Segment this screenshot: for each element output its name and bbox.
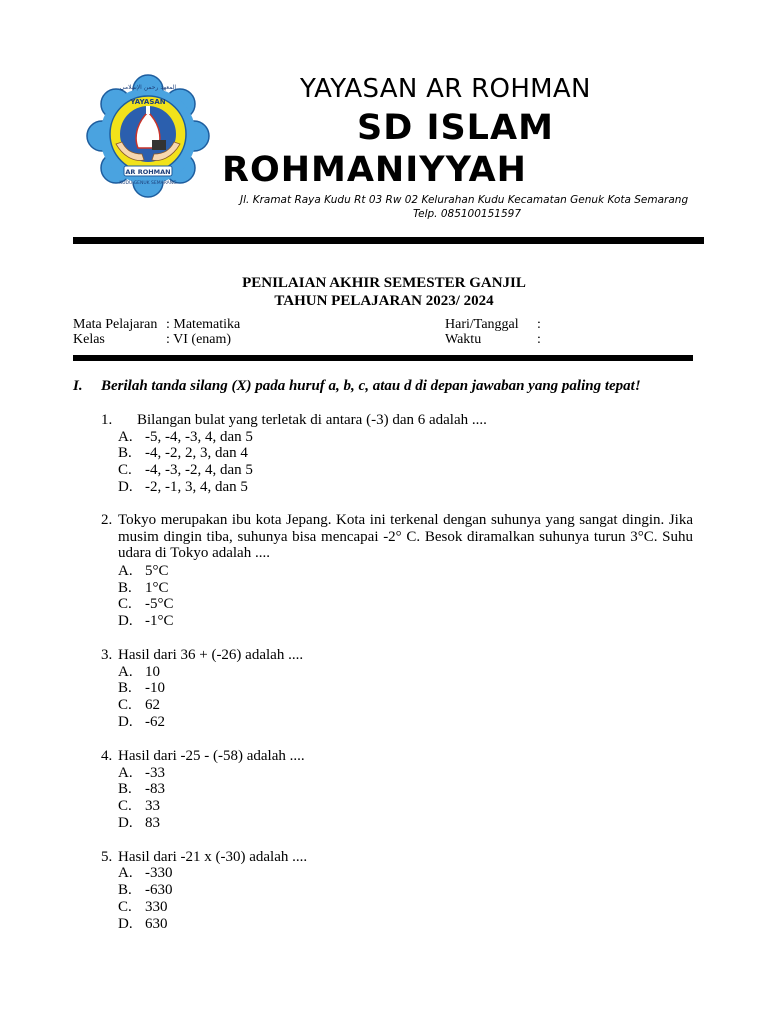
question-number: 3. — [101, 647, 113, 663]
option-text: -4, -2, 2, 3, dan 4 — [145, 445, 248, 461]
option-text: -62 — [145, 714, 165, 730]
question-number: 4. — [101, 748, 113, 764]
option-letter: D. — [118, 916, 133, 932]
foundation-name: YAYASAN AR ROHMAN — [300, 74, 591, 104]
day-label: Hari/Tanggal — [445, 317, 519, 332]
option-text: -5°C — [145, 596, 174, 612]
option-text: 330 — [145, 899, 168, 915]
option-text: 62 — [145, 697, 160, 713]
question-number: 1. — [101, 412, 113, 428]
option-letter: C. — [118, 899, 132, 915]
option-text: -1°C — [145, 613, 174, 629]
day-value: : — [537, 317, 541, 332]
option-text: -33 — [145, 765, 165, 781]
option-letter: D. — [118, 613, 133, 629]
school-name-line2: ROHMANIYYAH — [222, 150, 527, 190]
option-text: 10 — [145, 664, 160, 680]
option-text: -83 — [145, 781, 165, 797]
question-text: Hasil dari -21 x (-30) adalah .... — [118, 849, 308, 865]
logo-banner-text: AR ROHMAN — [125, 168, 171, 176]
option-text: -330 — [145, 865, 173, 881]
option-text: 630 — [145, 916, 168, 932]
meta-divider — [73, 355, 693, 361]
option-text: -5, -4, -3, 4, dan 5 — [145, 429, 253, 445]
option-letter: A. — [118, 664, 133, 680]
time-value: : — [537, 332, 541, 347]
section-text: Berilah tanda silang (X) pada huruf a, b, c, atau d di depan jawaban yang paling tepat! — [101, 378, 641, 394]
option-text: -630 — [145, 882, 173, 898]
option-letter: C. — [118, 798, 132, 814]
exam-title: PENILAIAN AKHIR SEMESTER GANJIL — [242, 275, 526, 291]
option-text: -4, -3, -2, 4, dan 5 — [145, 462, 253, 478]
option-text: 5°C — [145, 563, 169, 579]
option-text: -10 — [145, 680, 165, 696]
option-letter: D. — [118, 479, 133, 495]
option-letter: B. — [118, 680, 132, 696]
option-text: 83 — [145, 815, 160, 831]
question-text: Tokyo merupakan ibu kota Jepang. Kota ini terkenal dengan suhunya yang sangat dingin. Jika musim dingin tiba, suhunya bisa mencapai -2° C. Besok diramalkan suhunya turun 3°C. Suhu udara di Tokyo adalah .... — [118, 512, 693, 562]
question-text: Hasil dari -25 - (-58) adalah .... — [118, 748, 305, 764]
option-letter: A. — [118, 429, 133, 445]
header-divider — [73, 237, 704, 244]
option-letter: A. — [118, 563, 133, 579]
question-text: Bilangan bulat yang terletak di antara (-3) dan 6 adalah .... — [137, 412, 487, 428]
school-name-line1: SD ISLAM — [357, 108, 554, 148]
subject-value: : Matematika — [166, 317, 241, 332]
option-letter: D. — [118, 714, 133, 730]
logo-ring-text: YAYASAN — [130, 98, 166, 106]
school-phone: Telp. 085100151597 — [413, 208, 521, 220]
school-address: Jl. Kramat Raya Kudu Rt 03 Rw 02 Kelurahan Kudu Kecamatan Genuk Kota Semarang — [240, 194, 689, 206]
option-text: -2, -1, 3, 4, dan 5 — [145, 479, 248, 495]
option-letter: C. — [118, 596, 132, 612]
option-letter: B. — [118, 445, 132, 461]
option-text: 1°C — [145, 580, 169, 596]
class-label: Kelas — [73, 332, 105, 347]
school-emblem-icon — [86, 74, 210, 198]
option-letter: C. — [118, 462, 132, 478]
option-text: 33 — [145, 798, 160, 814]
option-letter: A. — [118, 865, 133, 881]
time-label: Waktu — [445, 332, 482, 347]
option-letter: D. — [118, 815, 133, 831]
logo-bottom-text: KUDU GENUK SEMARANG — [119, 181, 177, 186]
option-letter: B. — [118, 580, 132, 596]
option-letter: B. — [118, 781, 132, 797]
logo-arabic-text: المعهد رحمن الإسلامي — [119, 84, 177, 91]
option-letter: B. — [118, 882, 132, 898]
question-number: 5. — [101, 849, 113, 865]
option-letter: C. — [118, 697, 132, 713]
exam-year: TAHUN PELAJARAN 2023/ 2024 — [274, 293, 494, 309]
class-value: : VI (enam) — [166, 332, 232, 347]
question-number: 2. — [101, 512, 113, 528]
subject-label: Mata Pelajaran — [73, 317, 158, 332]
option-letter: A. — [118, 765, 133, 781]
section-number: I. — [73, 378, 83, 394]
question-text: Hasil dari 36 + (-26) adalah .... — [118, 647, 304, 663]
